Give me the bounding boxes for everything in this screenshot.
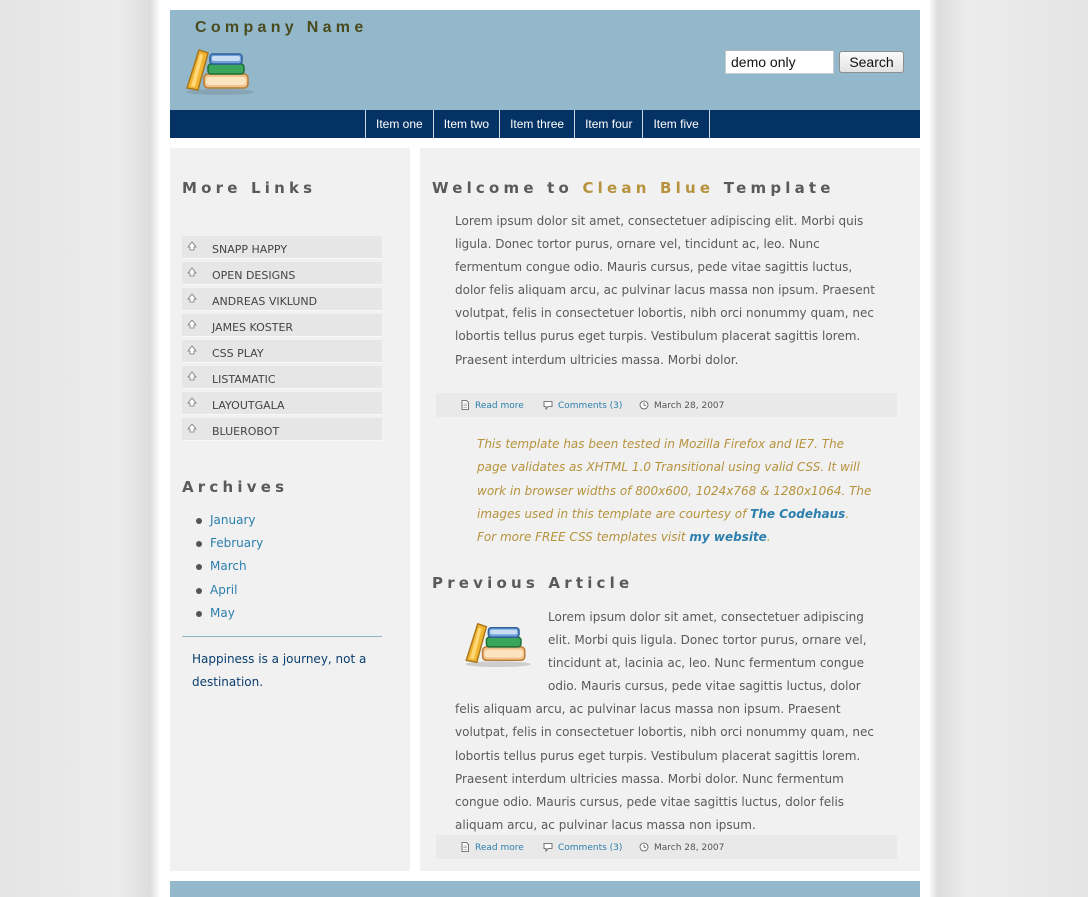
sidebar-link-label: ANDREAS VIKLUND (212, 295, 318, 308)
comments-label: Comments (3) (558, 843, 623, 853)
archive-link-april[interactable]: April (210, 583, 238, 597)
title-text-end: Template (723, 179, 835, 197)
arrow-icon (187, 423, 197, 433)
comment-icon (543, 400, 553, 410)
post-date-label: March 28, 2007 (654, 843, 725, 853)
archive-link-march[interactable]: March (210, 559, 247, 573)
codehaus-link[interactable]: The Codehaus (750, 506, 846, 521)
footer (170, 881, 920, 897)
page-title (432, 179, 835, 197)
sidebar-link-james-koster[interactable] (182, 314, 382, 337)
sidebar-link-css-play[interactable] (182, 340, 382, 363)
arrow-icon (187, 293, 197, 303)
arrow-icon (187, 397, 197, 407)
archive-link-january[interactable]: January (210, 513, 256, 527)
my-website-link[interactable]: my website (689, 530, 767, 545)
main-content (420, 148, 920, 871)
sidebar-link-label: OPEN DESIGNS (212, 269, 296, 282)
books-icon (182, 46, 254, 96)
note-text: This template has been tested in Mozilla Firefox and IE7. The page validates as XHTML 1.0 Transitional using valid CSS. It will work in browser widths of 800x600, 1024x768 & 1280x1064. The images used in this template are courtesy of (477, 437, 872, 521)
note-text: . (845, 506, 850, 521)
post-meta-bar (436, 835, 897, 859)
nav-item-four[interactable]: Item four (575, 110, 643, 138)
arrow-icon (187, 371, 197, 381)
comment-icon (543, 842, 553, 852)
title-text-start: Welcome to (432, 179, 574, 197)
sidebar-link-andreas-viklund[interactable] (182, 288, 382, 311)
nav-bar (170, 110, 920, 138)
more-links-heading: More Links (182, 179, 317, 197)
page-icon (460, 400, 470, 410)
comments-label: Comments (3) (558, 401, 623, 411)
page-icon (460, 842, 470, 852)
arrow-icon (187, 319, 197, 329)
sidebar-link-label: LAYOUTGALA (212, 399, 285, 412)
sidebar-quote: Happiness is a journey, not a destination. (192, 652, 367, 689)
sidebar-link-label: BLUEROBOT (212, 425, 280, 438)
previous-article-text: Lorem ipsum dolor sit amet, consectetuer adipiscing elit. Morbi quis ligula. Donec tortor purus, ornare vel, tincidunt at, lacinia ac, leo. Nunc fermentum congue odio. Mauris cursus, pede vitae sagittis luctus, dolor felis aliquam arcu, ac pulvinar lacus massa non ipsum. Praesent volutpat, felis in consectetuer lobortis, nibh orci nonummy quam, nec lobortis tellus purus eget turpis. Vestibulum placerat sagittis lorem. Praesent interdum ultricies massa. Morbi dolor. Nunc fermentum congue odio. Mauris cursus, pede vitae sagittis luctus, dolor felis aliquam arcu, ac pulvinar lacus massa non ipsum. (455, 610, 874, 832)
search-input[interactable] (725, 50, 834, 74)
sidebar-link-listamatic[interactable] (182, 366, 382, 389)
header (170, 10, 920, 110)
nav-item-five[interactable]: Item five (643, 110, 709, 138)
sidebar (170, 148, 410, 871)
nav-item-one[interactable]: Item one (366, 110, 434, 138)
note-text: . (766, 530, 771, 545)
template-note (477, 433, 877, 549)
arrow-icon (187, 345, 197, 355)
previous-article-paragraph (455, 606, 887, 837)
clock-icon (639, 400, 649, 410)
sidebar-divider (182, 636, 382, 637)
read-more-label: Read more (475, 401, 524, 411)
page (160, 0, 930, 897)
sidebar-link-label: JAMES KOSTER (212, 321, 294, 334)
note-text: For more FREE CSS templates visit (477, 530, 690, 545)
arrow-icon (187, 267, 197, 277)
sidebar-link-bluerobot[interactable] (182, 418, 382, 441)
nav-item-three[interactable]: Item three (500, 110, 575, 138)
post-meta-bar (436, 393, 897, 417)
nav-item-two[interactable]: Item two (434, 110, 500, 138)
sidebar-link-snapp-happy[interactable] (182, 236, 382, 259)
sidebar-link-label: CSS PLAY (212, 347, 264, 360)
sidebar-link-layoutgala[interactable] (182, 392, 382, 415)
post-date-label: March 28, 2007 (654, 401, 725, 411)
sidebar-link-label: LISTAMATIC (212, 373, 276, 386)
intro-paragraph: Lorem ipsum dolor sit amet, consectetuer adipiscing elit. Morbi quis ligula. Donec tortor purus, ornare vel, tincidunt ac, leo. Nunc fermentum congue odio. Mauris cursus, pede vitae sagittis luctus, dolor felis aliquam arcu, ac pulvinar lacus massa non ipsum. Praesent volutpat, felis in consectetuer lobortis, nibh orci nonummy quam, nec lobortis tellus purus eget turpis. Vestibulum placerat sagittis lorem. Praesent interdum ultricies massa. Morbi dolor. (455, 214, 875, 367)
sidebar-link-label: SNAPP HAPPY (212, 243, 288, 256)
sidebar-link-open-designs[interactable] (182, 262, 382, 285)
search-button[interactable]: Search (839, 51, 904, 73)
archives-heading: Archives (182, 478, 289, 496)
site-name: Company Name (195, 19, 368, 36)
archive-link-february[interactable]: February (210, 536, 264, 550)
archive-link-may[interactable]: May (210, 606, 235, 620)
title-accent: Clean Blue (582, 179, 715, 197)
read-more-label: Read more (475, 843, 524, 853)
arrow-icon (187, 241, 197, 251)
previous-article-heading: Previous Article (432, 574, 634, 592)
clock-icon (639, 842, 649, 852)
